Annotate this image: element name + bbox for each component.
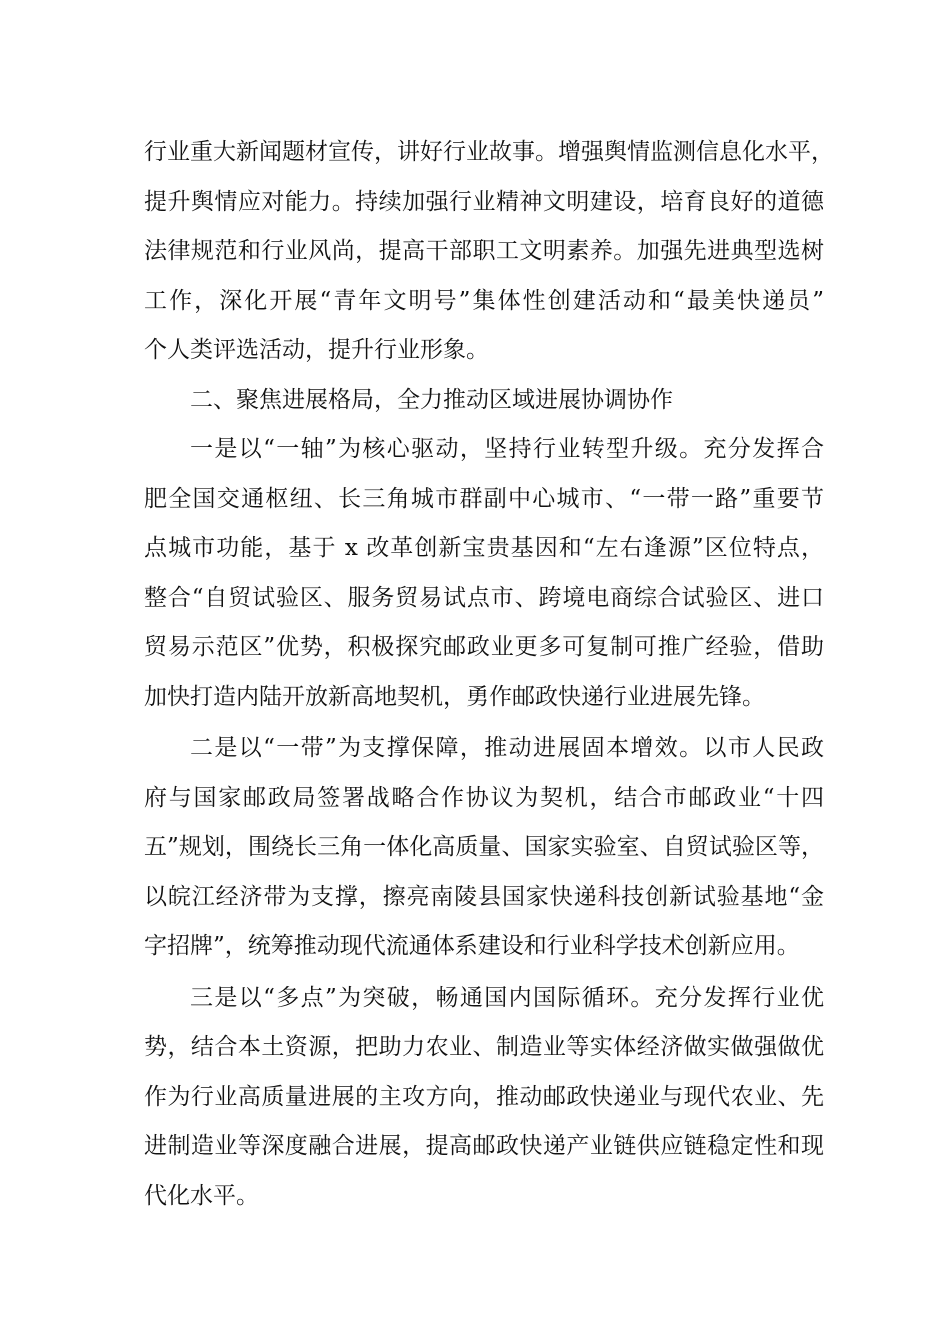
text-line: 势，结合本土资源，把助力农业、制造业等实体经济做实做强做优 (144, 1034, 824, 1060)
text-line: 二是以“一带”为支撑保障，推动进展固本增效。以市人民政 (190, 735, 824, 761)
text-line: 加快打造内陆开放新高地契机，勇作邮政快递行业进展先锋。 (144, 683, 765, 710)
text-line: 府与国家邮政局签署战略合作协议为契机，结合市邮政业“十四 (144, 784, 824, 811)
section-heading: 二、聚焦进展格局，全力推动区域进展协调协作 (190, 386, 673, 413)
text-line: 进制造业等深度融合进展，提高邮政快递产业链供应链稳定性和现 (144, 1133, 824, 1159)
text-line: 法律规范和行业风尚，提高干部职工文明素养。加强先进典型选树 (144, 238, 824, 264)
text-line: 个人类评选活动，提升行业形象。 (144, 337, 489, 363)
text-line: 三是以“多点”为突破，畅通国内国际循环。充分发挥行业优 (190, 984, 824, 1011)
text-line: 一是以“一轴”为核心驱动，坚持行业转型升级。充分发挥合 (190, 436, 824, 462)
text-line: 整合“自贸试验区、服务贸易试点市、跨境电商综合试验区、进口 (144, 584, 824, 611)
text-line: 贸易示范区”优势，积极探究邮政业更多可复制可推广经验，借助 (144, 634, 824, 660)
text-line: 字招牌”，统筹推动现代流通体系建设和行业科学技术创新应用。 (144, 933, 800, 959)
document-body (144, 128, 834, 1221)
text-line: 肥全国交通枢纽、长三角城市群副中心城市、“一带一路”重要节 (144, 485, 824, 512)
text-line: 点城市功能，基于 x 改革创新宝贵基因和“左右逢源”区位特点， (144, 535, 824, 561)
text-line: 作为行业高质量进展的主攻方向，推动邮政快递业与现代农业、先 (144, 1083, 824, 1110)
text-line: 提升舆情应对能力。持续加强行业精神文明建设，培育良好的道德 (144, 188, 824, 215)
text-line: 以皖江经济带为支撑，擦亮南陵县国家快递科技创新试验基地“金 (144, 883, 824, 910)
text-line: 工作，深化开展“青年文明号”集体性创建活动和“最美快递员” (144, 287, 824, 314)
text-line: 行业重大新闻题材宣传，讲好行业故事。增强舆情监测信息化水平， (144, 139, 834, 165)
text-line: 代化水平。 (144, 1182, 259, 1209)
text-line: 五”规划，围绕长三角一体化高质量、国家实验室、自贸试验区等， (144, 834, 824, 860)
